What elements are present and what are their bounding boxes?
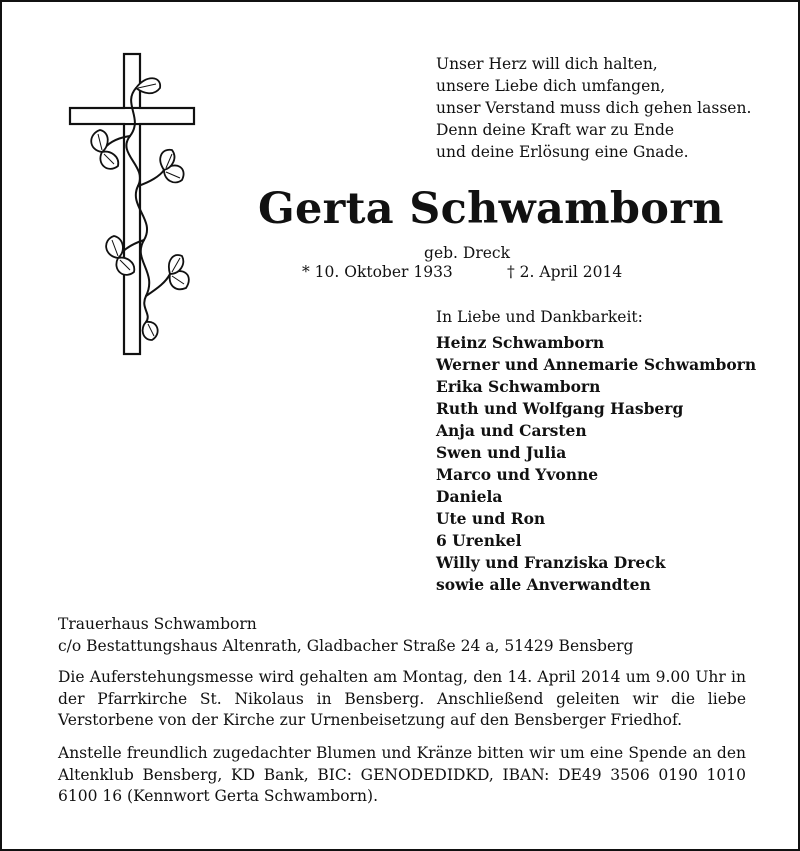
deceased-name: Gerta Schwamborn [258, 184, 724, 234]
mourner-item: Swen und Julia [436, 443, 567, 462]
mourner-item: Werner und Annemarie Schwamborn [436, 355, 757, 374]
mourner-item: 6 Urenkel [436, 531, 522, 550]
thanks-intro: In Liebe und Dankbarkeit: [436, 308, 643, 326]
mourner-item: Ruth und Wolfgang Hasberg [436, 399, 684, 418]
mourner-item: Willy und Franziska Dreck [436, 553, 666, 572]
donation-text: Anstelle freundlich zugedachter Blumen und Kränze bitten wir um eine Spende an den Altenklub Bensberg, KD Bank, BIC: GENODEDIDKD, IBAN: DE49 3506 0190 1010 6100 16 (Kennwort Gerta Schwamborn). [58, 744, 746, 805]
poem-line: und deine Erlösung eine Gnade. [436, 143, 689, 161]
mourner-item: Ute und Ron [436, 509, 546, 528]
poem-line: Denn deine Kraft war zu Ende [436, 121, 675, 139]
death-date: † 2. April 2014 [507, 263, 623, 281]
poem [436, 53, 786, 163]
poem-line: Unser Herz will dich halten, [436, 55, 658, 73]
mourning-house-address [58, 613, 633, 657]
address-line: c/o Bestattungshaus Altenrath, Gladbacher Straße 24 a, 51429 Bensberg [58, 637, 634, 655]
poem-line: unser Verstand muss dich gehen lassen. [436, 99, 752, 117]
mourner-item: Marco und Yvonne [436, 465, 599, 484]
mourners-list [436, 332, 756, 596]
birth-date: * 10. Oktober 1933 [302, 263, 453, 281]
maiden-name: geb. Dreck [424, 244, 510, 262]
cross-with-vine-icon [66, 52, 198, 357]
mourner-item: Erika Schwamborn [436, 377, 601, 396]
mourner-item: Anja und Carsten [436, 421, 587, 440]
funeral-mass-text: Die Auferstehungsmesse wird gehalten am Montag, den 14. April 2014 um 9.00 Uhr in der Pfarrkirche St. Nikolaus in Bensberg. Anschließend geleiten wir die liebe Verstorbene von der Kirche zur Urnenbeisetzung auf den Bensberger Friedhof. [58, 668, 746, 729]
mourner-item: Heinz Schwamborn [436, 333, 605, 352]
mourner-item: Daniela [436, 487, 503, 506]
mourner-item: sowie alle Anverwandten [436, 575, 651, 594]
poem-line: unsere Liebe dich umfangen, [436, 77, 666, 95]
address-line: Trauerhaus Schwamborn [58, 615, 257, 633]
